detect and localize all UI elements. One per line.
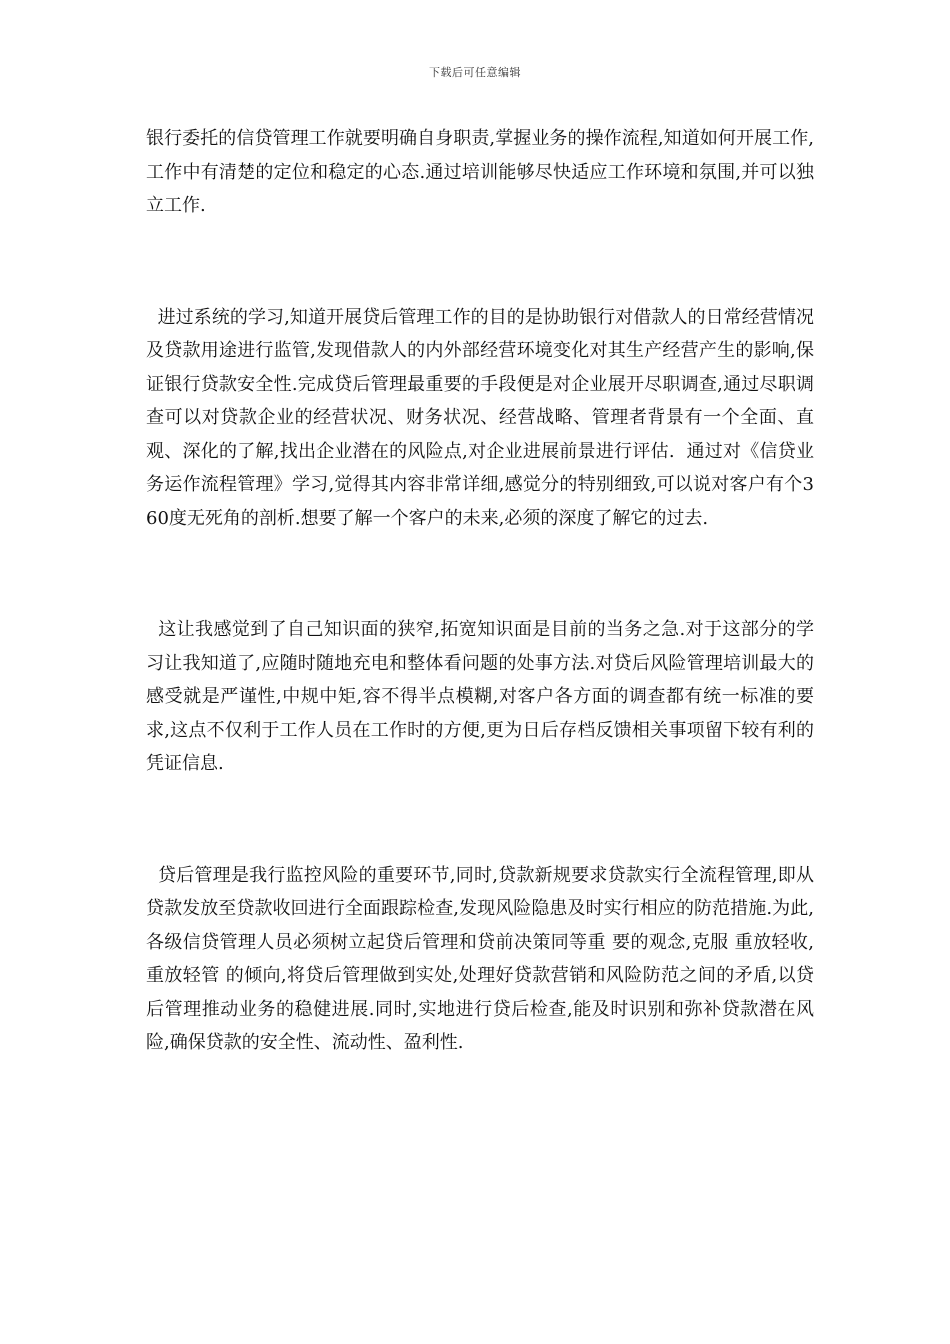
paragraph-2: 进过系统的学习,知道开展贷后管理工作的目的是协助银行对借款人的日常经营情况及贷款用途进行监管,发现借款人的内外部经营环境变化对其生产经营产生的影响,保证银行贷款安全性.完成贷后管理最重要的手段便是对企业展开尽职调查,通过尽职调查可以对贷款企业的经营状况、财务状况、经营战略、管理者背景有一个全面、直观、深化的了解,找出企业潜在的风险点,对企业进展前景进行评估. 通过对《信贷业务运作流程管理》学习,觉得其内容非常详细,感觉分的特别细致,可以说对客户有个360度无死角的剖析.想要了解一个客户的未来,必须的深度了解它的过去. <box>146 306 814 529</box>
page-header: 下载后可任意编辑 <box>429 66 521 79</box>
paragraph-3: 这让我感觉到了自己知识面的狭窄,拓宽知识面是目前的当务之急.对于这部分的学习让我知道了,应随时随地充电和整体看问题的处事方法.对贷后风险管理培训最大的感受就是严谨性,中规中矩,容不得半点模糊,对客户各方面的调查都有统一标准的要求,这点不仅利于工作人员在工作时的方便,更为日后存档反馈相关事项留下较有利的凭证信息. <box>146 619 814 774</box>
document-body <box>146 122 814 1060</box>
paragraph-4: 贷后管理是我行监控风险的重要环节,同时,贷款新规要求贷款实行全流程管理,即从贷款发放至贷款收回进行全面跟踪检查,发现风险隐患及时实行相应的防范措施.为此,各级信贷管理人员必须树立起贷后管理和贷前决策同等重 要的观念,克服 重放轻收,重放轻管 的倾向,将贷后管理做到实处,处理好贷款营销和风险防范之间的矛盾,以贷后管理推动业务的稳健进展.同时,实地进行贷后检查,能及时识别和弥补贷款潜在风险,确保贷款的安全性、流动性、盈利性. <box>146 864 814 1053</box>
paragraph-1: 银行委托的信贷管理工作就要明确自身职责,掌握业务的操作流程,知道如何开展工作,工作中有清楚的定位和稳定的心态.通过培训能够尽快适应工作环境和氛围,并可以独立工作. <box>146 128 814 216</box>
